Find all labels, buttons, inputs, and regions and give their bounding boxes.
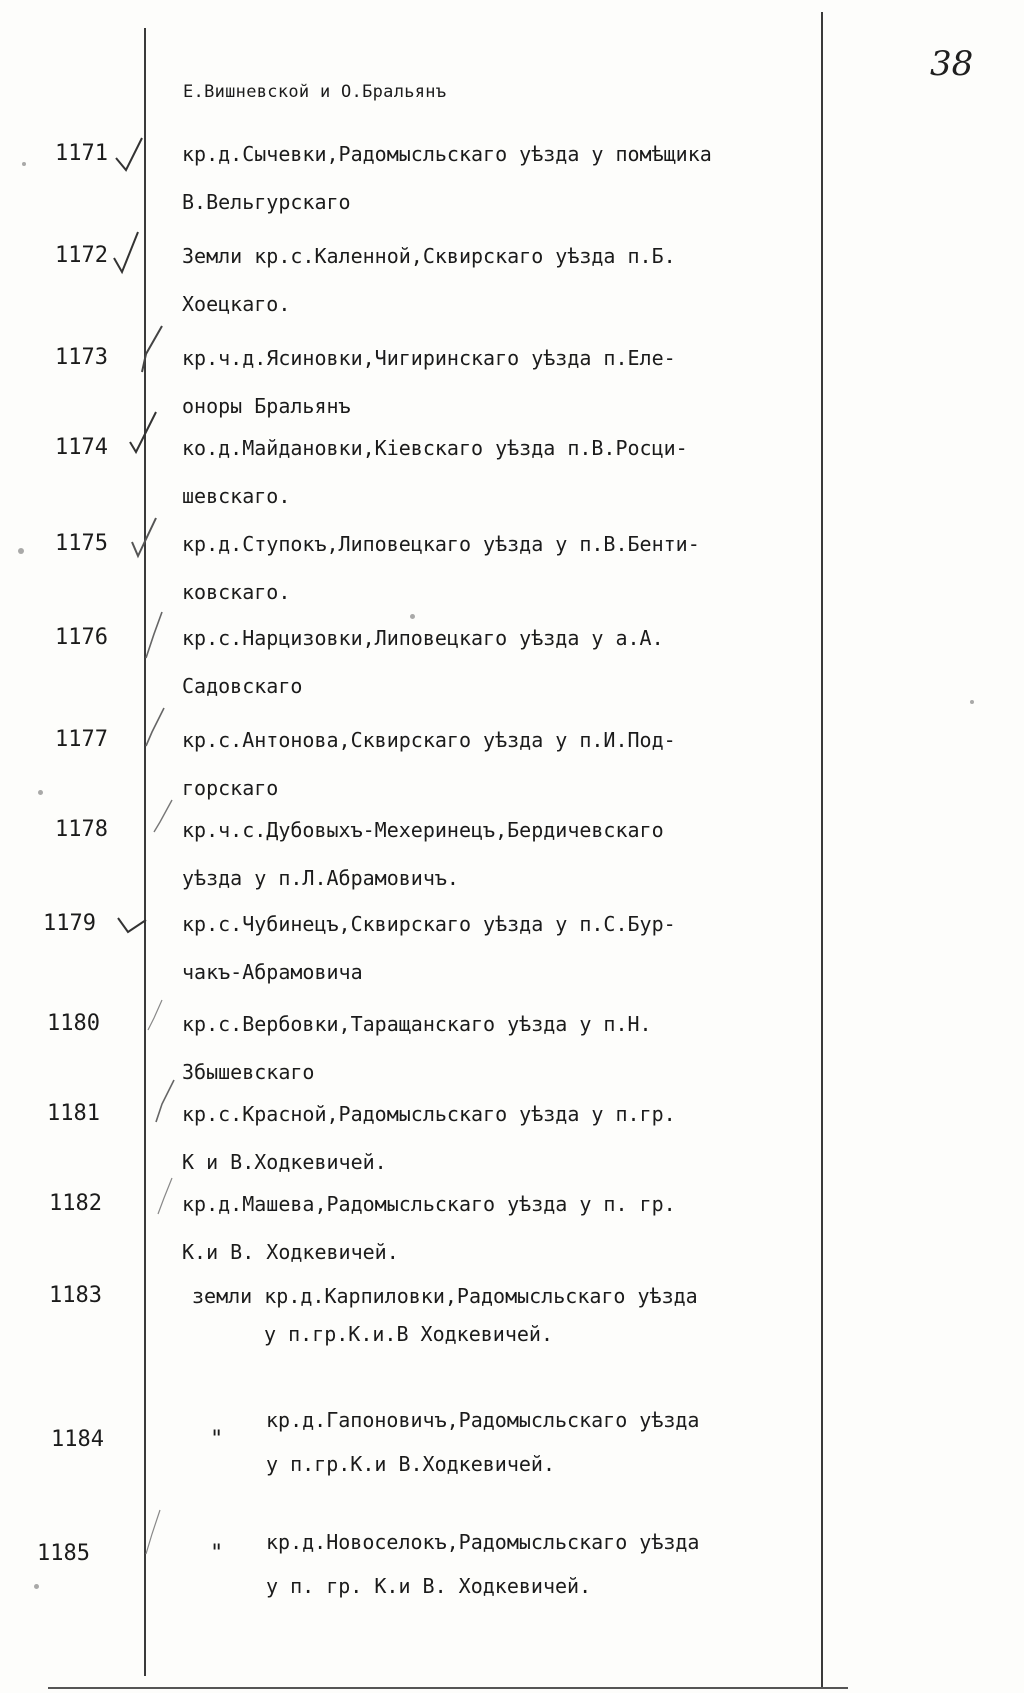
entry-text [182,1180,822,1276]
entry-line: В.Вельгурскаго [182,190,351,214]
entry-line: кр.д.Машева,Радомысльскаго уѣзда у п. гр. [182,1192,676,1216]
ditto-mark: " [210,1427,224,1452]
page-number: 38 [930,44,974,84]
check-mark-icon [138,1502,172,1558]
entry-line: кр.ч.д.Ясиновки,Чигиринскаго уѣзда п.Еле- [182,346,676,370]
entry-text [182,130,822,226]
entry-line: Хоецкаго. [182,292,291,316]
entry-number: 1178 [55,817,108,842]
entry-text [182,232,822,328]
entry-text [182,1000,822,1096]
entry-line: кр.с.Антонова,Сквирскаго уѣзда у п.И.Под- [182,728,676,752]
entry-line: К и В.Ходкевичей. [182,1150,387,1174]
entry-line: кр.д.Ступокъ,Липовецкаго уѣзда у п.В.Бенти- [182,532,700,556]
entry-number: 1182 [49,1191,102,1216]
check-mark-icon [128,512,162,568]
entry-line: земли кр.д.Карпиловки,Радомысльскаго уѣзда [192,1284,698,1308]
entry-line: Земли кр.с.Каленной,Сквирскаго уѣзда п.Б. [182,244,676,268]
check-mark-icon [148,792,182,848]
bottom-rule [48,1687,848,1689]
check-mark-icon [110,228,144,284]
entry-text [182,716,822,812]
entry-line: кр.д.Сычевки,Радомысльскаго уѣзда у помѣщика [182,142,712,166]
entry-line: кр.д.Гапоновичъ,Радомысльскаго уѣзда [266,1408,700,1432]
paper-speck [410,614,415,619]
entry-line: у п.гр.К.и.В Ходкевичей. [264,1322,553,1346]
check-mark-icon [112,130,146,186]
entry-line: кр.с.Красной,Радомысльскаго уѣзда у п.гр. [182,1102,676,1126]
entry-line: оноры Бральянъ [182,394,351,418]
entry-text [182,424,822,520]
entry-number: 1172 [55,243,108,268]
check-mark-icon [150,1170,184,1226]
entry-text [182,1090,822,1186]
entry-line: кр.ч.с.Дубовыхъ-Мехеринецъ,Бердичевскаго [182,818,664,842]
entry-line: кр.с.Вербовки,Таращанскаго уѣзда у п.Н. [182,1012,652,1036]
check-mark-icon [136,324,170,380]
entry-line: кр.с.Нарцизовки,Липовецкаго уѣзда у а.А. [182,626,664,650]
entry-line: К.и В. Ходкевичей. [182,1240,399,1264]
entry-number: 1183 [49,1283,102,1308]
entry-line: горскаго [182,776,279,800]
entry-number: 1173 [55,345,108,370]
check-mark-icon [116,898,150,954]
check-mark-icon [140,702,174,758]
check-mark-icon [150,1074,184,1130]
paper-speck [970,700,974,704]
entry-line: кр.д.Новоселокъ,Радомысльскаго уѣзда [266,1530,700,1554]
entry-line: у п. гр. К.и В. Ходкевичей. [266,1574,592,1598]
paper-speck [18,548,24,554]
paper-speck [34,1584,39,1589]
entry-number: 1171 [55,141,108,166]
entry-number: 1177 [55,727,108,752]
check-mark-icon [126,406,160,462]
entry-text [266,1530,906,1610]
check-mark-icon [140,990,174,1046]
entry-number: 1174 [55,435,108,460]
entry-number: 1184 [51,1427,104,1452]
entry-text [182,900,822,996]
entry-line: чакъ-Абрамовича [182,960,363,984]
entry-number: 1181 [47,1101,100,1126]
entry-number: 1180 [47,1011,100,1036]
entry-line: уѣзда у п.Л.Абрамовичъ. [182,866,459,890]
left-margin-rule [144,28,146,1676]
check-mark-icon [140,608,174,664]
entry-text [182,334,822,430]
entry-text [182,806,822,902]
entry-line: у п.гр.К.и В.Ходкевичей. [266,1452,555,1476]
header-line: Е.Вишневской и О.Бральянъ [183,82,447,102]
paper-speck [22,162,26,166]
entry-number: 1179 [43,911,96,936]
entry-line: кр.с.Чубинецъ,Сквирскаго уѣзда у п.С.Бур- [182,912,676,936]
entry-line: ковскаго. [182,580,291,604]
entry-text [182,614,822,710]
entry-text [182,520,822,616]
entry-number: 1176 [55,625,108,650]
entry-number: 1185 [37,1541,90,1566]
entry-text [266,1408,906,1488]
entry-number: 1175 [55,531,108,556]
entry-line: ко.д.Майдановки,Кіевскаго уѣзда п.В.Росци- [182,436,688,460]
entry-line: Садовскаго [182,674,303,698]
ditto-mark: " [210,1541,224,1566]
entry-text [192,1272,832,1358]
paper-speck [38,790,43,795]
entry-line: Збышевскаго [182,1060,315,1084]
entry-line: шевскаго. [182,484,291,508]
